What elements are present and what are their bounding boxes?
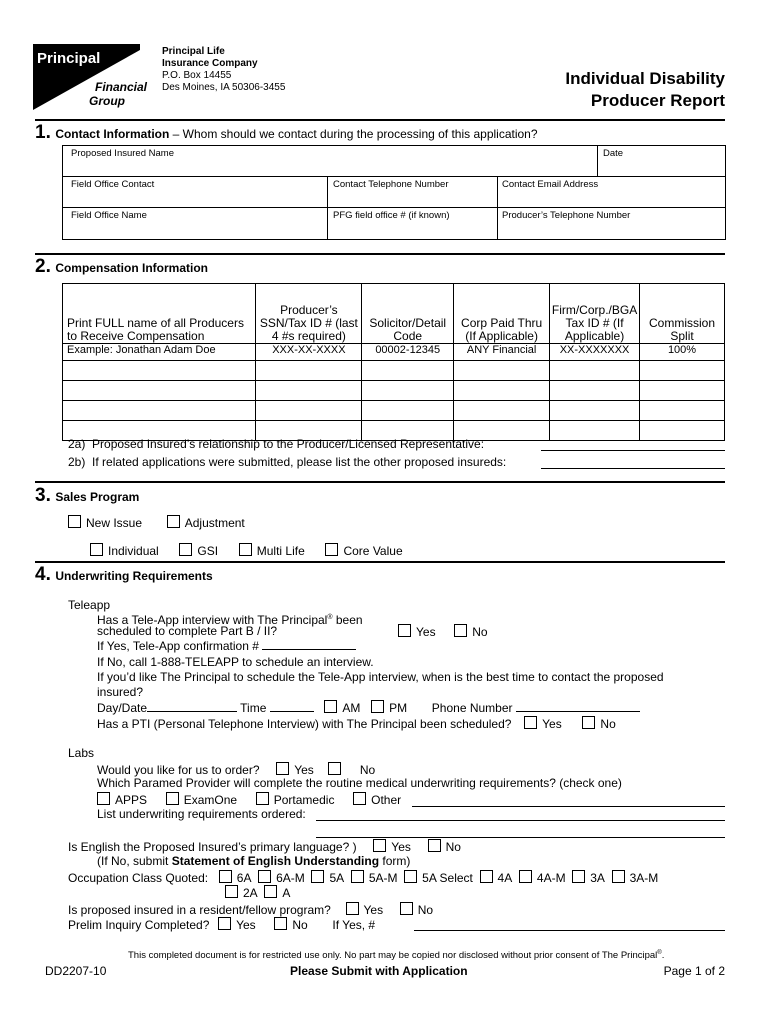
core-value-checkbox[interactable] <box>325 543 338 556</box>
occ-5a-checkbox[interactable] <box>311 870 324 883</box>
individual-checkbox[interactable] <box>90 543 103 556</box>
section3-heading: 3. Sales Program <box>35 485 140 506</box>
company-address: Principal Life Insurance Company P.O. Box 14455 Des Moines, IA 50306-3455 <box>162 46 286 93</box>
grid-line <box>597 145 598 176</box>
pm-checkbox[interactable] <box>371 700 384 713</box>
occupation-class-row: Occupation Class Quoted: 6A 6A-M 5A 5A-M 5A Select 4A 4A-M 3A 3A-M <box>68 871 659 885</box>
answer-line-2a[interactable] <box>541 450 725 451</box>
pti-question: Has a PTI (Personal Telephone Interview) with The Principal been scheduled? Yes No <box>97 717 616 731</box>
occ-6a-checkbox[interactable] <box>219 870 232 883</box>
am-checkbox[interactable] <box>324 700 337 713</box>
teleapp-best-time-2: insured? <box>97 685 144 699</box>
section-divider <box>35 119 725 121</box>
resident-no-checkbox[interactable] <box>400 902 413 915</box>
grid-line <box>497 176 498 239</box>
table-row[interactable] <box>63 361 725 381</box>
section-divider <box>35 481 725 483</box>
occ-4a-checkbox[interactable] <box>480 870 493 883</box>
labs-order-question: Would you like for us to order? Yes No <box>97 763 376 777</box>
svg-text:Financial: Financial <box>95 80 148 94</box>
requirements-line-2[interactable] <box>316 837 725 838</box>
section-divider <box>35 561 725 563</box>
field-office-contact-field[interactable]: Field Office Contact <box>71 179 155 190</box>
teleapp-question: Has a Tele-App interview with The Principal® been <box>97 613 363 627</box>
labs-no-checkbox[interactable] <box>328 762 341 775</box>
prelim-question: Prelim Inquiry Completed? Yes No If Yes, # <box>68 918 376 932</box>
teleapp-question-2: scheduled to complete Part B / II? <box>97 624 278 638</box>
other-checkbox[interactable] <box>353 792 366 805</box>
teleapp-confirmation: If Yes, Tele-App confirmation # <box>97 639 356 653</box>
new-issue-checkbox[interactable] <box>68 515 81 528</box>
svg-text:Principal: Principal <box>37 50 101 67</box>
occ-3a-checkbox[interactable] <box>572 870 585 883</box>
occ-3a-m-checkbox[interactable] <box>612 870 625 883</box>
section4-heading: 4. Underwriting Requirements <box>35 564 213 585</box>
producer-telephone-field[interactable]: Producer’s Telephone Number <box>502 210 631 221</box>
requirements-line[interactable] <box>316 820 725 821</box>
example-cell: 100% <box>640 344 725 361</box>
labs-yes-checkbox[interactable] <box>276 762 289 775</box>
list-requirements: List underwriting requirements ordered: <box>97 807 306 821</box>
multi-life-checkbox[interactable] <box>239 543 252 556</box>
adjustment-checkbox[interactable] <box>167 515 180 528</box>
example-cell: XX-XXXXXXX <box>550 344 640 361</box>
example-cell: XXX-XX-XXXX <box>256 344 362 361</box>
occ-a-checkbox[interactable] <box>264 885 277 898</box>
date-field[interactable]: Date <box>603 148 624 159</box>
english-question: Is English the Proposed Insured’s primary language? ) Yes No <box>68 840 461 854</box>
teleapp-yes-no: Yes No <box>398 624 488 639</box>
occ-5a-m-checkbox[interactable] <box>351 870 364 883</box>
question-2a: 2a) Proposed Insured’s relationship to the Producer/Licensed Representative: <box>68 437 485 451</box>
occ-4a-m-checkbox[interactable] <box>519 870 532 883</box>
labs-label: Labs <box>68 746 95 760</box>
section2-heading: 2. Compensation Information <box>35 256 208 277</box>
form-title: Individual Disability Producer Report <box>565 69 725 110</box>
col-header: Producer’s SSN/Tax ID # (last 4 #s required) <box>256 284 362 344</box>
confirmation-number-line[interactable] <box>262 639 356 650</box>
col-header: Firm/Corp./BGA Tax ID # (If Applicable) <box>550 284 640 344</box>
col-header: Commission Split <box>640 284 725 344</box>
col-header: Corp Paid Thru (If Applicable) <box>454 284 550 344</box>
compensation-table <box>62 283 725 441</box>
pti-no-checkbox[interactable] <box>582 716 595 729</box>
apps-checkbox[interactable] <box>97 792 110 805</box>
col-header: Print FULL name of all Producers to Receive Compensation <box>63 284 256 344</box>
example-row <box>63 344 725 361</box>
phone-number-line[interactable] <box>516 701 640 712</box>
schedule-row: Day/Date Time AM PM Phone Number <box>97 700 640 715</box>
time-line[interactable] <box>270 701 314 712</box>
sales-program-row: Individual GSI Multi Life Core Value <box>90 543 403 558</box>
grid-line <box>62 176 726 177</box>
col-header: Solicitor/Detail Code <box>362 284 454 344</box>
table-header-row <box>63 284 725 344</box>
other-line[interactable] <box>412 806 725 807</box>
occ-2a-checkbox[interactable] <box>225 885 238 898</box>
day-date-line[interactable] <box>147 701 237 712</box>
restricted-use-notice: This completed document is for restricted use only. No part may be copied nor disclosed without prior consent of The Principal®. <box>128 950 665 962</box>
submit-instruction: Please Submit with Application <box>290 964 468 978</box>
section-divider <box>35 253 725 255</box>
pfg-field-office-field[interactable]: PFG field office # (if known) <box>333 210 450 221</box>
section1-heading: 1. Contact Information – Whom should we contact during the processing of this application? <box>35 122 538 143</box>
gsi-checkbox[interactable] <box>179 543 192 556</box>
form-number: DD2207-10 <box>45 964 107 978</box>
prelim-number-line[interactable] <box>414 930 725 931</box>
resident-yes-checkbox[interactable] <box>346 902 359 915</box>
paramed-question: Which Paramed Provider will complete the routine medical underwriting requirements? (check one) <box>97 776 622 790</box>
occupation-class-row-2: 2A A <box>225 885 290 900</box>
principal-logo <box>33 44 148 110</box>
teleapp-best-time: If you’d like The Principal to schedule the Tele-App interview, when is the best time to contact the proposed <box>97 670 664 684</box>
english-no-checkbox[interactable] <box>428 839 441 852</box>
table-row[interactable] <box>63 381 725 401</box>
sales-type-row: New Issue Adjustment <box>68 515 245 530</box>
portamedic-checkbox[interactable] <box>256 792 269 805</box>
prelim-no-checkbox[interactable] <box>274 917 287 930</box>
teleapp-call-note: If No, call 1-888-TELEAPP to schedule an interview. <box>97 655 374 669</box>
answer-line-2b[interactable] <box>541 468 725 469</box>
teleapp-label: Teleapp <box>68 598 111 612</box>
example-cell: ANY Financial <box>454 344 550 361</box>
english-yes-checkbox[interactable] <box>373 839 386 852</box>
prelim-yes-checkbox[interactable] <box>218 917 231 930</box>
example-cell: Example: Jonathan Adam Doe <box>63 344 256 361</box>
examone-checkbox[interactable] <box>166 792 179 805</box>
teleapp-yes-checkbox[interactable] <box>398 624 411 637</box>
svg-text:Group: Group <box>89 94 125 108</box>
resident-question: Is proposed insured in a resident/fellow program? Yes No <box>68 903 434 917</box>
field-office-name-field[interactable]: Field Office Name <box>71 210 147 221</box>
paramed-options: APPS ExamOne Portamedic Other <box>97 792 401 807</box>
example-cell: 00002-12345 <box>362 344 454 361</box>
proposed-insured-name-field[interactable]: Proposed Insured Name <box>71 148 174 159</box>
question-2b: 2b) If related applications were submitted, please list the other proposed insureds: <box>68 455 507 469</box>
occ-6a-m-checkbox[interactable] <box>258 870 271 883</box>
grid-line <box>62 207 726 208</box>
occ-5a-select-checkbox[interactable] <box>404 870 417 883</box>
pti-yes-checkbox[interactable] <box>524 716 537 729</box>
table-row[interactable] <box>63 401 725 421</box>
grid-line <box>327 176 328 239</box>
contact-info-grid <box>62 145 726 240</box>
contact-telephone-field[interactable]: Contact Telephone Number <box>333 179 449 190</box>
english-note: (If No, submit Statement of English Understanding form) <box>97 854 411 868</box>
page-number: Page 1 of 2 <box>663 964 725 978</box>
teleapp-no-checkbox[interactable] <box>454 624 467 637</box>
contact-email-field[interactable]: Contact Email Address <box>502 179 599 190</box>
